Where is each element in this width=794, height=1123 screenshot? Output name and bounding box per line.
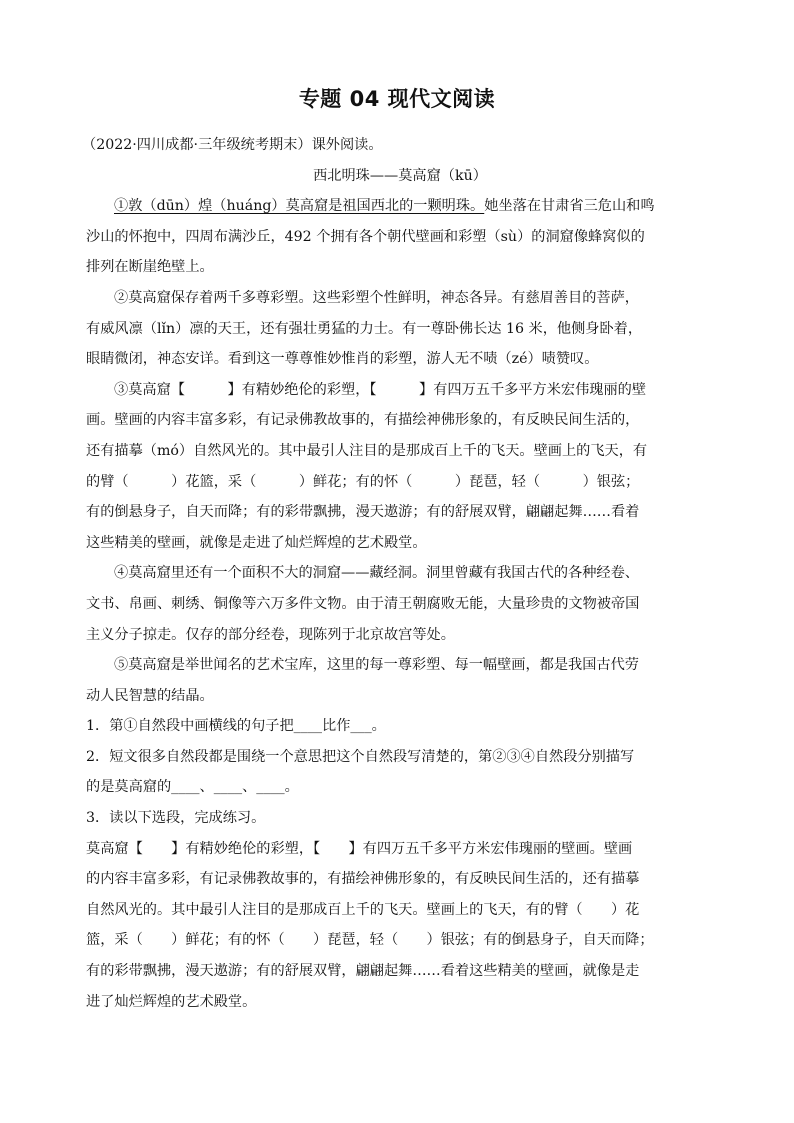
paragraph-4-line-1: ④莫高窟里还有一个面积不大的洞窟——藏经洞。洞里曾藏有我国古代的各种经卷、 [114, 565, 639, 582]
paragraph-3 [86, 375, 714, 559]
paragraph-2 [86, 283, 714, 375]
questions [86, 711, 714, 833]
paragraph-2-line-1: ②莫高窟保存着两千多尊彩塑。这些彩塑个性鲜明，神态各异。有慈眉善目的菩萨， [114, 289, 639, 306]
document-body [82, 130, 714, 1017]
paragraph-1 [86, 191, 714, 283]
paragraph-2-line-3: 眼睛微闭，神态安详。看到这一尊尊惟妙惟肖的彩塑，游人无不啧（zé）啧赞叹。 [86, 351, 599, 368]
excerpt-line-5: 有的彩带飘拂，漫天遨游；有的舒展双臂，翩翩起舞……看着这些精美的壁画，就像是走 [86, 963, 640, 980]
paragraph-5-line-2: 动人民智慧的结晶。 [86, 687, 214, 704]
question-2-line-1: 2．短文很多自然段都是围绕一个意思把这个自然段写清楚的，第②③④自然段分别描写 [86, 748, 635, 765]
paragraph-4-line-2: 文书、帛画、刺绣、铜像等六万多件文物。由于清王朝腐败无能，大量珍贵的文物被帝国 [86, 595, 640, 612]
excerpt-line-6: 进了灿烂辉煌的艺术殿堂。 [86, 993, 257, 1010]
paragraph-3-line-2: 画。壁画的内容丰富多彩，有记录佛教故事的，有描绘神佛形象的，有反映民间生活的， [86, 412, 640, 429]
paragraph-3-line-1: ③莫高窟【 】有精妙绝伦的彩塑，【 】有四万五千多平方米宏伟瑰丽的壁 [114, 381, 647, 398]
paragraph-1-line-3: 排列在断崖绝壁上。 [86, 259, 214, 276]
excerpt-line-3: 自然风光的。其中最引人注目的是那成百上千的飞天。壁画上的飞天，有的臂（ ）花 [86, 901, 640, 918]
question-3: 3．读以下选段，完成练习。 [86, 810, 266, 827]
excerpt-line-2: 的内容丰富多彩，有记录佛教故事的，有描绘神佛形象的，有反映民间生活的，还有描摹 [86, 871, 640, 888]
paragraph-1-line-2: 沙山的怀抱中，四周布满沙丘，492 个拥有各个朝代壁画和彩塑（sù）的洞窟像蜂窝似的 [86, 228, 645, 245]
underlined-sentence: ①敦（dūn）煌（huáng）莫高窟是祖国西北的一颗明珠。 [114, 198, 485, 215]
paragraph-5-line-1: ⑤莫高窟是举世闻名的艺术宝库，这里的每一尊彩塑、每一幅壁画，都是我国古代劳 [114, 657, 639, 674]
paragraph-5 [86, 650, 714, 711]
paragraph-3-line-5: 有的倒悬身子，自天而降；有的彩带飘拂，漫天遨游；有的舒展双臂，翩翩起舞……看着 [86, 504, 640, 521]
question-2-line-2: 的是莫高窟的____、____、____。 [86, 779, 299, 796]
excerpt-line-4: 篮，采（ ）鲜花；有的怀（ ）琵琶，轻（ ）银弦；有的倒悬身子，自天而降； [86, 932, 654, 949]
paragraph-4-line-3: 主义分子掠走。仅存的部分经卷，现陈列于北京故宫等处。 [86, 626, 455, 643]
paragraph-2-line-2: 有威风凛（lǐn）凛的天王，还有强壮勇猛的力士。有一尊卧佛长达 16 米，他侧身卧着， [86, 320, 643, 337]
paragraph-1-line-1-rest: 她坐落在甘肃省三危山和鸣 [484, 198, 655, 215]
excerpt-line-1: 莫高窟【 】有精妙绝伦的彩塑，【 】有四万五千多平方米宏伟瑰丽的壁画。壁画 [86, 840, 633, 857]
document-title: 专题 04 现代文阅读 [298, 87, 496, 111]
excerpt [86, 834, 714, 1018]
passage-title: 西北明珠——莫高窟（kū） [313, 167, 487, 184]
paragraph-3-line-3: 还有描摹（mó）自然风光的。其中最引人注目的是那成百上千的飞天。壁画上的飞天，有 [86, 442, 648, 459]
paragraph-4 [86, 558, 714, 650]
question-1: 1．第①自然段中画横线的句子把____比作___。 [86, 718, 386, 735]
source-line: （2022·四川成都·三年级统考期末）课外阅读。 [82, 137, 383, 153]
paragraph-3-line-6: 这些精美的壁画，就像是走进了灿烂辉煌的艺术殿堂。 [86, 534, 427, 551]
paragraph-3-line-4: 的臂（ ）花篮，采（ ）鲜花；有的怀（ ）琵琶，轻（ ）银弦； [86, 473, 640, 490]
paragraph-1-line-1 [86, 191, 714, 222]
